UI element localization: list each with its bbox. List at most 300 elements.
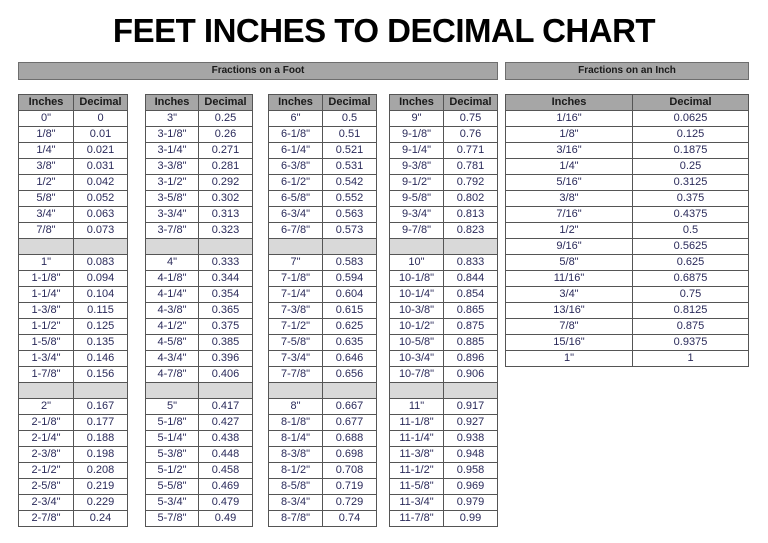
inches-cell: 10-1/8" [390,271,444,287]
inches-cell: 8-1/8" [269,415,323,431]
table-row [146,319,253,335]
decimal-cell: 0.677 [323,415,377,431]
decimal-cell: 0.375 [199,319,253,335]
table-row [269,415,377,431]
inches-cell: 4-3/8" [146,303,199,319]
inches-cell: 1-1/4" [19,287,74,303]
inches-cell: 4-7/8" [146,367,199,383]
table-row [390,223,498,239]
table-row [269,159,377,175]
decimal-cell: 0.281 [199,159,253,175]
table-row [506,287,749,303]
inches-cell: 11-3/4" [390,495,444,511]
decimal-cell: 0 [74,111,128,127]
decimal-cell: 0.219 [74,479,128,495]
decimal-cell: 0.8125 [633,303,749,319]
table-row [19,111,128,127]
table-row [146,255,253,271]
table-row [269,463,377,479]
decimal-cell: 0.188 [74,431,128,447]
decimal-cell: 0.5 [633,223,749,239]
table-row [506,303,749,319]
inches-cell: 7/8" [506,319,633,335]
table-row [269,479,377,495]
decimal-cell: 0.052 [74,191,128,207]
table-row [269,511,377,527]
decimal-cell: 0.865 [444,303,498,319]
decimal-column-header: Decimal [199,95,253,111]
inches-cell: 2-7/8" [19,511,74,527]
decimal-cell: 0.729 [323,495,377,511]
inch-table [505,94,749,367]
decimal-cell: 0.25 [199,111,253,127]
inches-cell: 3/8" [19,159,74,175]
decimal-cell: 0.25 [633,159,749,175]
inches-cell: 2-1/8" [19,415,74,431]
table-row [19,127,128,143]
decimal-cell: 0.563 [323,207,377,223]
decimal-cell: 0.667 [323,399,377,415]
decimal-cell: 0.292 [199,175,253,191]
decimal-cell: 0.708 [323,463,377,479]
table-row [19,367,128,383]
table-row [19,143,128,159]
table-row [269,447,377,463]
inches-column-header: Inches [19,95,74,111]
separator-cell [199,239,253,255]
table-row [269,191,377,207]
inches-cell: 1" [506,351,633,367]
inches-cell: 6-3/4" [269,207,323,223]
foot-table-0 [18,94,128,527]
inches-cell: 5/16" [506,175,633,191]
decimal-cell: 0.469 [199,479,253,495]
separator-cell [444,239,498,255]
inches-cell: 1" [19,255,74,271]
table-row [19,287,128,303]
decimal-cell: 0.958 [444,463,498,479]
separator-cell [269,239,323,255]
table-row [19,511,128,527]
table-row [390,415,498,431]
inches-cell: 1/4" [19,143,74,159]
inches-cell: 5/8" [19,191,74,207]
inches-cell: 10-7/8" [390,367,444,383]
decimal-cell: 0.177 [74,415,128,431]
table-row [146,207,253,223]
decimal-cell: 0.396 [199,351,253,367]
inches-cell: 10-3/4" [390,351,444,367]
table-row [506,351,749,367]
table-row [390,463,498,479]
separator-row [269,239,377,255]
decimal-column-header: Decimal [323,95,377,111]
inches-cell: 9-3/8" [390,159,444,175]
inches-cell: 1/8" [19,127,74,143]
separator-cell [146,239,199,255]
inches-cell: 3/4" [19,207,74,223]
inches-cell: 2-5/8" [19,479,74,495]
table-row [390,367,498,383]
table-row [19,351,128,367]
inches-cell: 8-7/8" [269,511,323,527]
decimal-cell: 0.0625 [633,111,749,127]
inches-cell: 5-5/8" [146,479,199,495]
inches-cell: 5-1/4" [146,431,199,447]
inches-cell: 7-3/4" [269,351,323,367]
inches-cell: 7-5/8" [269,335,323,351]
decimal-cell: 0.406 [199,367,253,383]
decimal-cell: 0.167 [74,399,128,415]
table-row [390,127,498,143]
decimal-cell: 0.9375 [633,335,749,351]
table-row [269,495,377,511]
decimal-cell: 0.583 [323,255,377,271]
decimal-cell: 0.49 [199,511,253,527]
decimal-cell: 0.802 [444,191,498,207]
decimal-cell: 0.792 [444,175,498,191]
decimal-cell: 0.75 [444,111,498,127]
table-row [269,431,377,447]
inches-cell: 2-1/4" [19,431,74,447]
decimal-cell: 0.844 [444,271,498,287]
inches-cell: 4-1/4" [146,287,199,303]
decimal-cell: 0.302 [199,191,253,207]
decimal-cell: 0.354 [199,287,253,303]
decimal-cell: 0.208 [74,463,128,479]
inches-cell: 11-7/8" [390,511,444,527]
decimal-cell: 0.688 [323,431,377,447]
table-row [390,287,498,303]
decimal-cell: 0.813 [444,207,498,223]
inches-cell: 5-1/2" [146,463,199,479]
table-row [19,223,128,239]
table-row [390,495,498,511]
inches-cell: 7-1/8" [269,271,323,287]
inches-cell: 11-3/8" [390,447,444,463]
table-row [390,431,498,447]
separator-cell [390,239,444,255]
table-header-row [19,95,128,111]
inches-cell: 1-5/8" [19,335,74,351]
inches-cell: 0" [19,111,74,127]
separator-cell [19,383,74,399]
table-row [19,431,128,447]
table-row [19,415,128,431]
table-row [146,415,253,431]
inches-cell: 5/8" [506,255,633,271]
decimal-cell: 0.24 [74,511,128,527]
inches-cell: 3-5/8" [146,191,199,207]
inches-cell: 1-1/8" [19,271,74,287]
inches-cell: 6-1/4" [269,143,323,159]
decimal-cell: 0.948 [444,447,498,463]
inches-cell: 3-3/4" [146,207,199,223]
section-header-foot: Fractions on a Foot [18,62,498,80]
table-row [19,399,128,415]
separator-cell [390,383,444,399]
decimal-cell: 0.552 [323,191,377,207]
decimal-cell: 0.51 [323,127,377,143]
decimal-cell: 0.771 [444,143,498,159]
separator-cell [444,383,498,399]
inches-cell: 6-1/8" [269,127,323,143]
table-row [506,191,749,207]
table-row [146,399,253,415]
table-row [269,367,377,383]
table-row [506,207,749,223]
decimal-cell: 0.26 [199,127,253,143]
table-row [390,143,498,159]
decimal-cell: 0.719 [323,479,377,495]
table-row [390,479,498,495]
decimal-cell: 0.542 [323,175,377,191]
table-row [19,495,128,511]
decimal-cell: 0.885 [444,335,498,351]
inches-cell: 8-5/8" [269,479,323,495]
table-row [269,255,377,271]
table-row [390,511,498,527]
separator-row [146,239,253,255]
table-row [269,287,377,303]
separator-cell [269,383,323,399]
separator-row [19,239,128,255]
inches-cell: 8-1/2" [269,463,323,479]
inches-cell: 10-1/4" [390,287,444,303]
decimal-cell: 0.875 [633,319,749,335]
table-row [269,111,377,127]
table-row [506,127,749,143]
decimal-cell: 0.573 [323,223,377,239]
table-row [269,127,377,143]
separator-cell [323,383,377,399]
table-row [146,175,253,191]
separator-cell [323,239,377,255]
table-row [146,367,253,383]
inches-cell: 13/16" [506,303,633,319]
table-row [146,223,253,239]
table-row [506,335,749,351]
table-row [390,351,498,367]
decimal-cell: 0.927 [444,415,498,431]
decimal-cell: 0.313 [199,207,253,223]
table-row [506,319,749,335]
table-row [390,111,498,127]
inches-cell: 2-3/8" [19,447,74,463]
table-row [390,207,498,223]
decimal-cell: 0.271 [199,143,253,159]
inches-cell: 5-3/4" [146,495,199,511]
decimal-cell: 0.375 [633,191,749,207]
inches-cell: 1/4" [506,159,633,175]
decimal-cell: 0.1875 [633,143,749,159]
decimal-cell: 0.979 [444,495,498,511]
separator-row [390,383,498,399]
decimal-cell: 0.135 [74,335,128,351]
decimal-cell: 0.969 [444,479,498,495]
inches-cell: 7/16" [506,207,633,223]
inches-cell: 7" [269,255,323,271]
decimal-cell: 0.3125 [633,175,749,191]
inches-cell: 9-1/4" [390,143,444,159]
separator-row [146,383,253,399]
inches-cell: 10-1/2" [390,319,444,335]
table-header-row [269,95,377,111]
table-row [146,111,253,127]
decimal-cell: 0.323 [199,223,253,239]
decimal-column-header: Decimal [633,95,749,111]
inches-cell: 7/8" [19,223,74,239]
decimal-cell: 0.896 [444,351,498,367]
inches-cell: 8-3/4" [269,495,323,511]
decimal-cell: 0.156 [74,367,128,383]
decimal-cell: 0.656 [323,367,377,383]
decimal-cell: 0.823 [444,223,498,239]
decimal-cell: 0.125 [633,127,749,143]
decimal-cell: 0.625 [633,255,749,271]
table-row [19,447,128,463]
inches-cell: 1/2" [506,223,633,239]
table-row [269,271,377,287]
foot-table-1 [145,94,253,527]
table-row [506,255,749,271]
decimal-cell: 0.042 [74,175,128,191]
decimal-cell: 0.344 [199,271,253,287]
inches-cell: 7-1/4" [269,287,323,303]
decimal-cell: 0.646 [323,351,377,367]
decimal-cell: 0.781 [444,159,498,175]
table-row [19,255,128,271]
separator-cell [74,239,128,255]
table-row [390,319,498,335]
decimal-cell: 0.521 [323,143,377,159]
decimal-cell: 0.146 [74,351,128,367]
inches-cell: 7-7/8" [269,367,323,383]
inches-cell: 3/8" [506,191,633,207]
table-row [390,399,498,415]
inches-cell: 9/16" [506,239,633,255]
table-row [390,191,498,207]
inches-cell: 3-1/2" [146,175,199,191]
table-row [506,223,749,239]
table-row [19,303,128,319]
table-row [19,159,128,175]
decimal-cell: 0.333 [199,255,253,271]
decimal-cell: 0.427 [199,415,253,431]
decimal-cell: 0.01 [74,127,128,143]
table-row [146,303,253,319]
decimal-cell: 0.76 [444,127,498,143]
decimal-cell: 0.906 [444,367,498,383]
inches-column-header: Inches [390,95,444,111]
decimal-cell: 0.917 [444,399,498,415]
inches-cell: 1-3/8" [19,303,74,319]
inches-cell: 4-5/8" [146,335,199,351]
foot-table-3 [389,94,498,527]
decimal-cell: 0.021 [74,143,128,159]
table-row [19,463,128,479]
inches-cell: 4" [146,255,199,271]
table-row [390,175,498,191]
table-row [269,207,377,223]
decimal-cell: 0.5 [323,111,377,127]
inches-cell: 9-5/8" [390,191,444,207]
decimal-cell: 0.833 [444,255,498,271]
decimal-column-header: Decimal [74,95,128,111]
inches-cell: 11-1/4" [390,431,444,447]
decimal-cell: 0.5625 [633,239,749,255]
decimal-cell: 0.229 [74,495,128,511]
inches-cell: 11" [390,399,444,415]
table-row [269,319,377,335]
decimal-cell: 0.74 [323,511,377,527]
inches-cell: 5" [146,399,199,415]
inches-cell: 3-3/8" [146,159,199,175]
decimal-cell: 0.479 [199,495,253,511]
table-row [146,127,253,143]
table-row [269,335,377,351]
table-row [146,447,253,463]
decimal-column-header: Decimal [444,95,498,111]
inches-cell: 9-7/8" [390,223,444,239]
inches-cell: 6-5/8" [269,191,323,207]
table-row [19,335,128,351]
decimal-cell: 0.531 [323,159,377,175]
table-row [390,303,498,319]
inches-cell: 4-3/4" [146,351,199,367]
table-row [269,303,377,319]
decimal-cell: 0.094 [74,271,128,287]
decimal-cell: 0.198 [74,447,128,463]
inches-cell: 1/16" [506,111,633,127]
decimal-cell: 0.854 [444,287,498,303]
inches-cell: 5-7/8" [146,511,199,527]
inches-cell: 10" [390,255,444,271]
table-row [146,271,253,287]
table-row [269,223,377,239]
table-row [146,431,253,447]
table-row [19,207,128,223]
inches-cell: 10-3/8" [390,303,444,319]
table-row [146,463,253,479]
inches-cell: 1-3/4" [19,351,74,367]
decimal-cell: 0.125 [74,319,128,335]
inches-cell: 6-7/8" [269,223,323,239]
table-row [506,159,749,175]
inches-cell: 2-1/2" [19,463,74,479]
table-row [146,335,253,351]
decimal-cell: 0.604 [323,287,377,303]
decimal-cell: 0.75 [633,287,749,303]
table-row [390,255,498,271]
inches-cell: 2-3/4" [19,495,74,511]
inches-cell: 11-1/2" [390,463,444,479]
inches-column-header: Inches [269,95,323,111]
table-row [146,511,253,527]
separator-row [269,383,377,399]
page-title: FEET INCHES TO DECIMAL CHART [112,12,656,49]
decimal-cell: 0.438 [199,431,253,447]
table-row [390,447,498,463]
inches-cell: 6-3/8" [269,159,323,175]
inches-cell: 6" [269,111,323,127]
decimal-cell: 0.365 [199,303,253,319]
table-row [19,191,128,207]
inches-cell: 8" [269,399,323,415]
inches-column-header: Inches [506,95,633,111]
decimal-cell: 0.938 [444,431,498,447]
section-header-inch: Fractions on an Inch [505,62,749,80]
